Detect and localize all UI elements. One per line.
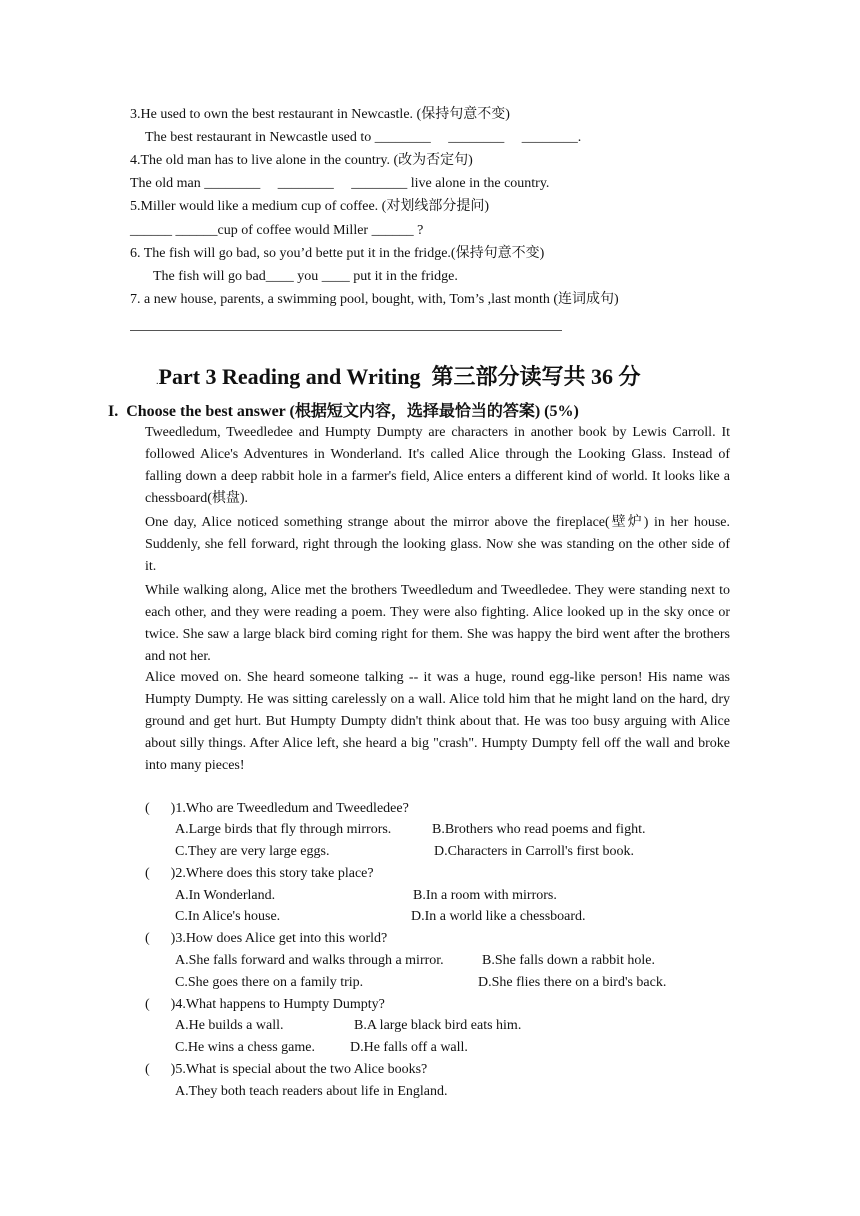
exercise-7-answer-rule: [130, 330, 562, 331]
exercise-4-answer-line: The old man ________ ________ ________ live alone in the country.: [130, 176, 550, 191]
question-1-option-b: B.Brothers who read poems and fight.: [432, 822, 646, 837]
question-3-option-b: B.She falls down a rabbit hole.: [482, 953, 656, 968]
question-3-stem: ( )3.How does Alice get into this world?: [145, 931, 388, 946]
passage-paragraph-4: Alice moved on. She heard someone talking -- it was a huge, round egg-like person! His name was Humpty Dumpty. He was sitting carelessly on a wall. Alice told him that he might land on the hard, dry ground and get hurt. But Humpty Dumpty didn't think about that. He was too busy arguing with Alice about silly things. After Alice left, she heard a big "crash". Humpty Dumpty fell off the wall and broke into many pieces!: [145, 670, 730, 773]
exercise-3-answer-line: The best restaurant in Newcastle used to ________ ________ ________.: [145, 130, 582, 145]
question-3-option-c: C.She goes there on a family trip.: [175, 975, 364, 990]
section-1-heading: I. Choose the best answer (根据短文内容，选择最恰当的答案) (5%): [108, 403, 579, 420]
question-4-option-d: D.He falls off a wall.: [350, 1040, 468, 1055]
exercise-4-prompt: 4.The old man has to live alone in the country. (改为否定句): [130, 153, 473, 168]
question-3-option-a: A.She falls forward and walks through a mirror.: [175, 953, 444, 968]
question-1-stem: ( )1.Who are Tweedledum and Tweedledee?: [145, 801, 409, 816]
question-1-option-d: D.Characters in Carroll's first book.: [434, 844, 635, 859]
question-5-stem: ( )5.What is special about the two Alice books?: [145, 1062, 428, 1077]
question-2-option-b: B.In a room with mirrors.: [413, 888, 557, 903]
question-2-option-c: C.In Alice's house.: [175, 909, 281, 924]
question-4-option-a: A.He builds a wall.: [175, 1018, 284, 1033]
passage-paragraph-3: While walking along, Alice met the brothers Tweedledum and Tweedledee. They were standing next to each other, and they were reading a poem. They were also fighting. Alice looked up in the sky once or twice. She saw a large black bird coming right for them. She was happy the bird went after the brothers and not her.: [145, 583, 730, 664]
exercise-7-prompt: 7. a new house, parents, a swimming pool, bought, with, Tom’s ,last month (连词成句): [130, 292, 619, 307]
question-1-option-c: C.They are very large eggs.: [175, 844, 330, 859]
exercise-6-prompt: 6. The fish will go bad, so you’d bette put it in the fridge.(保持句意不变): [130, 246, 545, 261]
question-4-stem: ( )4.What happens to Humpty Dumpty?: [145, 997, 385, 1012]
part-3-title: Part 3 Reading and Writing 第三部分读写共 36 分: [158, 364, 641, 389]
exercise-5-answer-line: ______ ______cup of coffee would Miller ______ ?: [130, 223, 424, 238]
exercise-3-prompt: 3.He used to own the best restaurant in Newcastle. (保持句意不变): [130, 107, 510, 122]
question-4-option-b: B.A large black bird eats him.: [354, 1018, 522, 1033]
exercise-6-answer-line: The fish will go bad____ you ____ put it in the fridge.: [153, 269, 458, 284]
question-1-option-a: A.Large birds that fly through mirrors.: [175, 822, 392, 837]
passage-paragraph-2: One day, Alice noticed something strange about the mirror above the fireplace(壁炉) in her house. Suddenly, she fell forward, right through the looking glass. Now she was standing on the other side of it.: [145, 515, 730, 574]
question-2-option-a: A.In Wonderland.: [175, 888, 276, 903]
part-3-heading: [156, 360, 641, 391]
question-3-option-d: D.She flies there on a bird's back.: [478, 975, 667, 990]
question-4-option-c: C.He wins a chess game.: [175, 1040, 315, 1055]
passage-paragraph-1: Tweedledum, Tweedledee and Humpty Dumpty are characters in another book by Lewis Carroll. It followed Alice's Adventures in Wonderland. It's called Alice through the Looking Glass. Instead of falling down a deep rabbit hole in a farmer's field, Alice enters a different kind of world. It looks like a chessboard(棋盘).: [145, 425, 730, 506]
question-5-option-a: A.They both teach readers about life in England.: [175, 1084, 448, 1099]
exercise-5-prompt: 5.Miller would like a medium cup of coffee. (对划线部分提问): [130, 199, 489, 214]
question-2-option-d: D.In a world like a chessboard.: [411, 909, 586, 924]
question-2-stem: ( )2.Where does this story take place?: [145, 866, 374, 881]
heading-marker: .: [156, 376, 159, 387]
